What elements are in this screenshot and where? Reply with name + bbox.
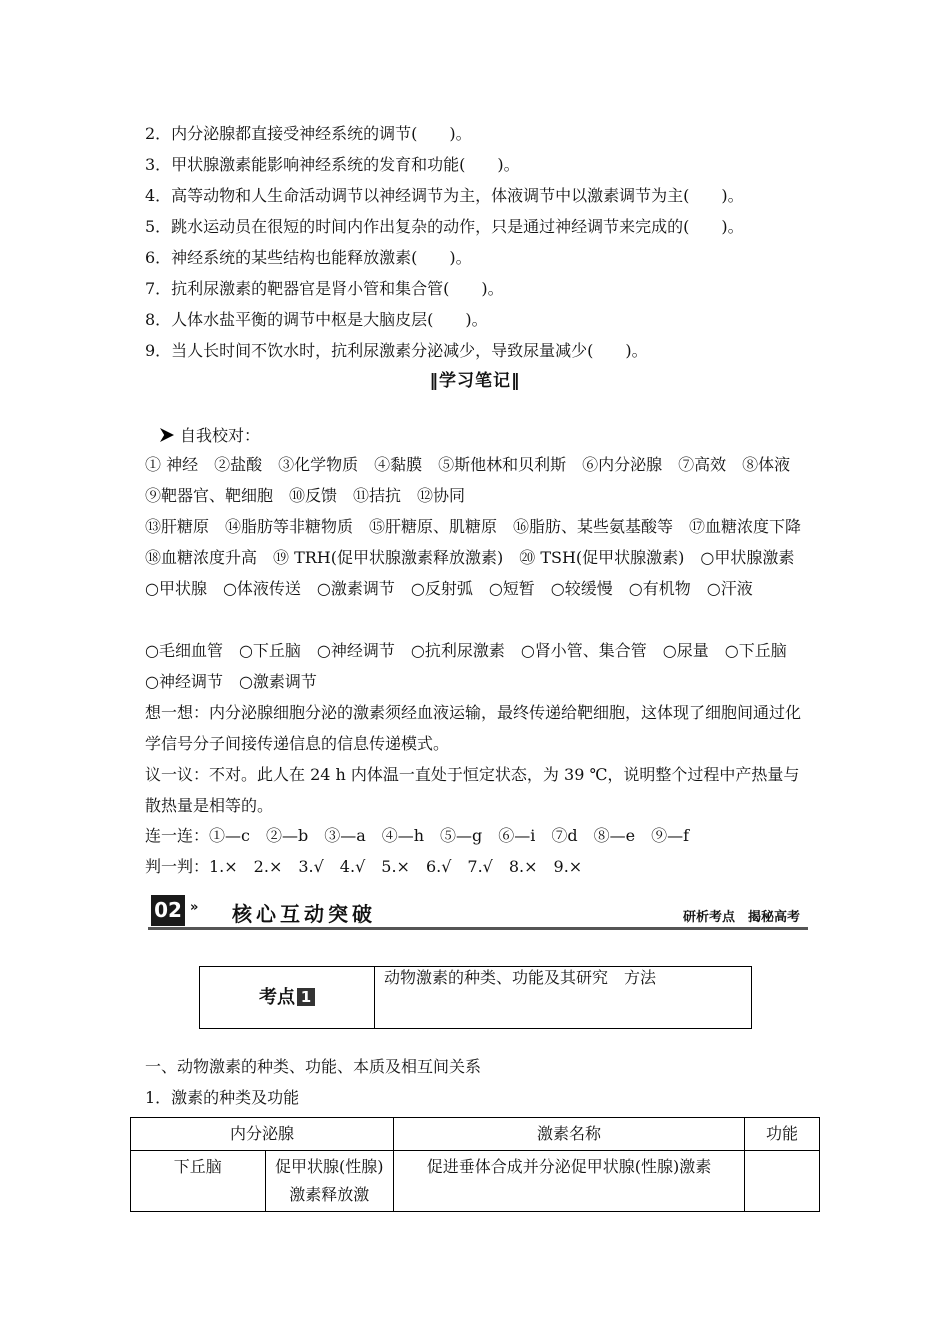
chevron-right-icon: » [190, 900, 199, 915]
answers-block-2: ⑬肝糖原 ⑭脂肪等非糖物质 ⑮肝糖原、肌糖原 ⑯脂肪、某些氨基酸等 ⑰血糖浓度下降 ⑱血糖浓度升高 ⑲ TRH(促甲状腺激素释放激素) ⑳ TSH(促甲状腺激素) ○甲状腺激素 ○甲状腺 ○体液传送 ○激素调节 ○反射弧 ○短暂 ○较缓慢 ○有机物 ○汗液 [145, 517, 818, 598]
connect-answers: 连一连：①—c ②—b ③—a ④—h ⑤—g ⑥—i ⑦d ⑧—e ⑨—f [145, 826, 690, 845]
cell-hormone-name: 促甲状腺(性腺)激素释放激 [265, 1151, 393, 1212]
cell-extra [745, 1151, 820, 1212]
question-4: 4．高等动物和人生命活动调节以神经调节为主，体液调节中以激素调节为主( )。 [145, 186, 744, 205]
header-function: 功能 [745, 1118, 820, 1151]
question-9: 9．当人长时间不饮水时，抗利尿激素分泌减少，导致尿量减少( )。 [145, 341, 648, 360]
answers-block-3: ○毛细血管 ○下丘脑 ○神经调节 ○抗利尿激素 ○肾小管、集合管 ○尿量 ○下丘脑 ○神经调节 ○激素调节 [145, 641, 803, 691]
exam-point-box [199, 966, 752, 1029]
section-header [148, 892, 808, 930]
table-header-row [131, 1118, 820, 1151]
hormone-table [130, 1117, 820, 1212]
question-6: 6．神经系统的某些结构也能释放激素( )。 [145, 248, 472, 267]
heading-hormone-types: 一、动物激素的种类、功能、本质及相互间关系 [145, 1057, 482, 1076]
question-7: 7．抗利尿激素的靶器官是肾小管和集合管( )。 [145, 279, 504, 298]
answers-block-1: ① 神经 ②盐酸 ③化学物质 ④黏膜 ⑤斯他林和贝利斯 ⑥内分泌腺 ⑦高效 ⑧体液 ⑨靶器官、靶细胞 ⑩反馈 ⑪拮抗 ⑫协同 [145, 455, 807, 505]
section-divider [148, 927, 808, 930]
header-gland: 内分泌腺 [131, 1118, 394, 1151]
question-3: 3．甲状腺激素能影响神经系统的发育和功能( )。 [145, 155, 520, 174]
self-check-label: 自我校对： [160, 421, 260, 451]
question-5: 5．跳水运动员在很短的时间内作出复杂的动作，只是通过神经调节来完成的( )。 [145, 217, 744, 236]
question-8: 8．人体水盐平衡的调节中枢是大脑皮层( )。 [145, 310, 488, 329]
question-2: 2．内分泌腺都直接受神经系统的调节( )。 [145, 124, 472, 143]
cell-gland: 下丘脑 [131, 1151, 266, 1212]
heading-types-functions: 1．激素的种类及功能 [145, 1088, 300, 1107]
exam-point-topic: 动物激素的种类、功能及其研究 方法 [384, 968, 657, 987]
table-row [131, 1151, 820, 1212]
think-paragraph: 想一想：内分泌腺细胞分泌的激素须经血液运输，最终传递给靶细胞，这体现了细胞间通过化学信号分子间接传递信息的信息传递模式。 [145, 703, 802, 753]
exam-point-label: 考点 1 [200, 967, 375, 1028]
section-title: 核心互动突破 [232, 902, 376, 926]
study-notes-title: ‖学习笔记‖ [429, 371, 521, 391]
judge-answers: 判一判：1.× 2.× 3.√ 4.√ 5.× 6.√ 7.√ 8.× 9.× [145, 857, 583, 876]
section-number: 02 [151, 895, 185, 926]
exam-point-number: 1 [297, 988, 315, 1006]
arrow-bullet-icon [160, 428, 174, 442]
section-subtitle: 研析考点 揭秘高考 [682, 910, 800, 925]
header-hormone: 激素名称 [394, 1118, 745, 1151]
discuss-paragraph: 议一议：不对。此人在 24 h 内体温一直处于恒定状态，为 39 ℃，说明整个过程中产热量与散热量是相等的。 [145, 765, 800, 815]
cell-function: 促进垂体合成并分泌促甲状腺(性腺)激素 [394, 1151, 745, 1212]
